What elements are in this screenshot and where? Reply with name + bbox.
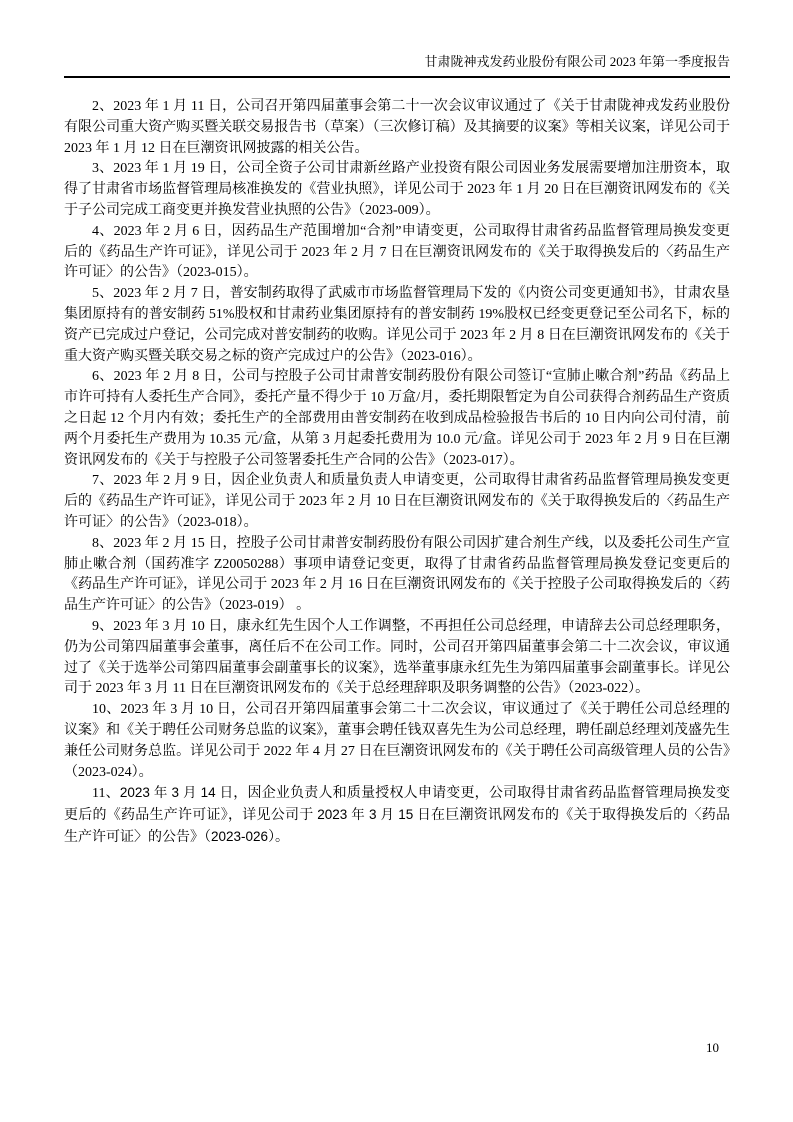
paragraph-11-text-segment: ）。 [268, 829, 290, 845]
paragraph-item-4: 4、2023 年 2 月 6 日，因药品生产范围增加“合剂”申请变更，公司取得甘肃省药品监督管理局换发变更后的《药品生产许可证》，详见公司于 2023 年 2 月 7 日在巨潮资讯网发布的《关于取得换发后的〈药品生产许可证〉的公告》（2023-015）。 [64, 223, 730, 281]
paragraph-11-text-segment: 11、 [92, 786, 120, 802]
report-header-title: 甘肃陇神戎发药业股份有限公司 2023 年第一季度报告 [424, 54, 730, 69]
paragraph-item-6: 6、2023 年 2 月 8 日，公司与控股子公司甘肃普安制药股份有限公司签订“宣肺止嗽合剂”药品《药品上市许可持有人委托生产合同》，委托产量不得少于 10 万盒/月，委托期限暂定为自公司获得合剂药品生产资质之日起 12 个月内有效；委托生产的全部费用由普安制药在收到成品检验报告书后的 10 日内向公司付清，前两个月委托生产费用为 10.35 元/盒，从第 3 月起委托费用为 10.0 元/盒。详见公司于 2023 年 2 月 9 日在巨潮资讯网发布的《关于与控股子公司签署委托生产合同的公告》（2023-017）。 [64, 369, 730, 468]
document-body [64, 97, 730, 849]
paragraph-item-9: 9、2023 年 3 月 10 日，康永红先生因个人工作调整，不再担任公司总经理，申请辞去公司总经理职务，仍为公司第四届董事会董事，离任后不在公司工作。同时，公司召开第四届董事会第二十二次会议，审议通过了《关于选举公司第四届董事会副董事长的议案》，选举董事康永红先生为第四届董事会副董事长。详见公司于 2023 年 3 月 11 日在巨潮资讯网发布的《关于总经理辞职及职务调整的公告》（2023-022）。 [64, 618, 730, 697]
paragraph-item-3: 3、2023 年 1 月 19 日，公司全资子公司甘肃新丝路产业投资有限公司因业务发展需要增加注册资本，取得了甘肃省市场监督管理局核准换发的《营业执照》，详见公司于 2023 年 1 月 20 日在巨潮资讯网发布的《关于子公司完成工商变更并换发营业执照的公告》（2023-009）。 [64, 161, 730, 218]
paragraph-item-8: 8、2023 年 2 月 15 日，控股子公司甘肃普安制药股份有限公司因扩建合剂生产线，以及委托公司生产宣肺止嗽合剂（国药准字 Z20050288）事项申请登记变更，取得了甘肃省药品监督管理局换发登记变更后的《药品生产许可证》，详见公司于 2023 年 2 月 16 日在巨潮资讯网发布的《关于控股子公司取得换发后的〈药品生产许可证〉的公告》（2023-019） 。 [64, 535, 730, 614]
page-footer [64, 1040, 730, 1056]
paragraph-item-5: 5、2023 年 2 月 7 日，普安制药取得了武威市市场监督管理局下发的《内资公司变更通知书》，甘肃农垦集团原持有的普安制药 51%股权和甘肃药业集团原持有的普安制药 19%股权已经变更登记至公司名下，标的资产已完成过户登记，公司完成对普安制药的收购。详见公司于 2023 年 2 月 8 日在巨潮资讯网发布的《关于重大资产购买暨关联交易之标的资产完成过户的公告》（2023-016）。 [64, 286, 730, 364]
page-header [64, 53, 730, 70]
paragraph-item-7: 7、2023 年 2 月 9 日，因企业负责人和质量负责人申请变更，公司取得甘肃省药品监督管理局换发变更后的《药品生产许可证》，详见公司于 2023 年 2 月 10 日在巨潮资讯网发布的《关于取得换发后的〈药品生产许可证〉的公告》（2023-018）。 [64, 473, 730, 530]
paragraph-11-text-segment: ，因企业负责人和质量授权人申请变更，公司取得甘肃省药品监督管理局换发变更后的《药品生产许可证》，详见公司于 [64, 786, 731, 824]
paragraph-11-announcement-number: 2023-026 [211, 828, 269, 844]
paragraph-item-11 [64, 783, 730, 848]
paragraph-item-10: 10、2023 年 3 月 10 日，公司召开第四届董事会第二十二次会议，审议通过了《关于聘任公司总经理的议案》和《关于聘任公司财务总监的议案》，董事会聘任钱双喜先生为公司总经理，聘任副总经理刘茂盛先生兼任公司财务总监。详见公司于 2022 年 4 月 27 日在巨潮资讯网发布的《关于聘任公司高级管理人员的公告》（2023-024）。 [64, 702, 730, 780]
paragraph-11-text-segment: 在巨潮资讯网发布的《关于取得换发后的〈药品生产许可证〉的公告》（ [64, 808, 731, 845]
paragraph-item-2: 2、2023 年 1 月 11 日，公司召开第四届董事会第二十一次会议审议通过了《关于甘肃陇神戎发药业股份有限公司重大资产购买暨关联交易报告书（草案）（三次修订稿）及其摘要的议案》等相关议案，详见公司于 2023 年 1 月 12 日在巨潮资讯网披露的相关公告。 [64, 99, 730, 156]
paragraph-11-date-segment: 2023 年 3 月 14 日 [119, 785, 234, 801]
header-divider [64, 76, 730, 78]
page-number: 10 [706, 1040, 719, 1055]
paragraph-11-date-segment: 2023 年 3 月 15 日 [317, 807, 432, 823]
